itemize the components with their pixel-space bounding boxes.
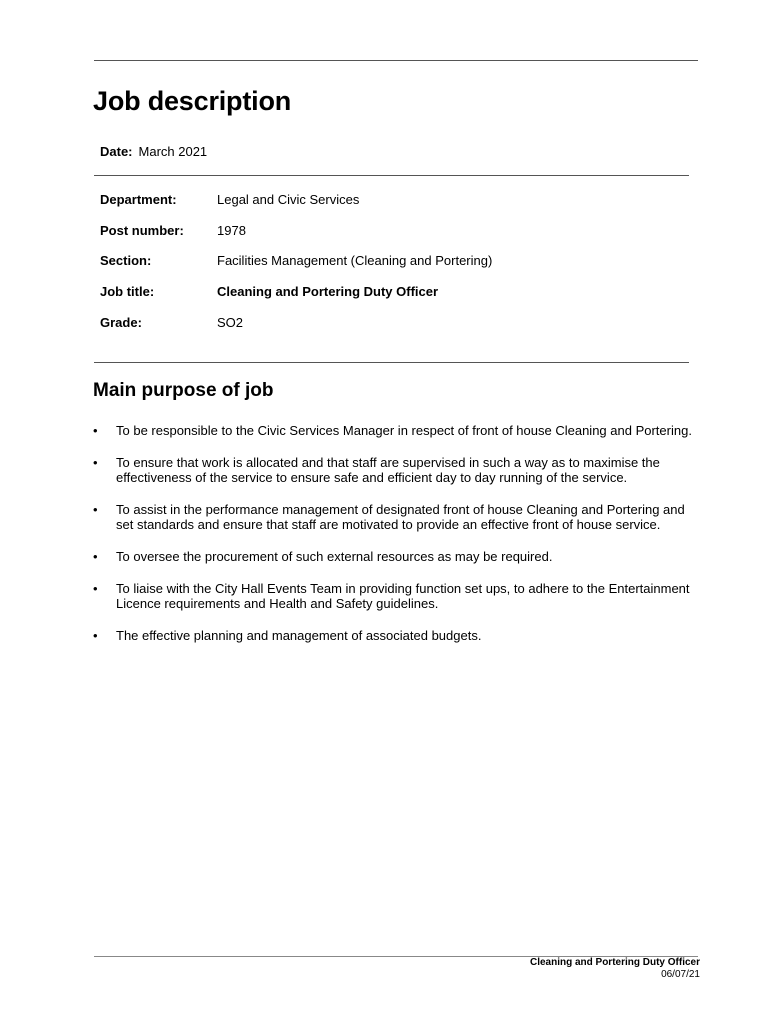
grade-value: SO2 — [217, 315, 244, 330]
date-label: Date: — [100, 144, 133, 159]
footer-date: 06/07/21 — [661, 969, 700, 980]
post-number-label: Post number: — [100, 223, 184, 238]
list-item — [93, 502, 703, 533]
main-purpose-heading: Main purpose of job — [93, 380, 274, 401]
list-item — [93, 455, 703, 486]
date-row — [100, 144, 207, 159]
list-item-text: To ensure that work is allocated and that staff are supervised in such a way as to maximise the effectiveness of the service to ensure safe and efficient day to day running of the service. — [116, 454, 660, 486]
grade-label: Grade: — [100, 315, 142, 330]
bullet-icon: • — [93, 627, 98, 643]
bullet-icon: • — [93, 454, 98, 470]
page-title: Job description — [93, 86, 292, 116]
list-item — [93, 581, 703, 612]
list-item — [93, 423, 703, 439]
bullet-icon: • — [93, 423, 98, 438]
bullet-icon: • — [93, 501, 98, 517]
list-item-text: The effective planning and management of associated budgets. — [116, 627, 482, 643]
date-value: March 2021 — [138, 144, 208, 159]
bullet-icon: • — [93, 548, 98, 564]
page-footer — [530, 957, 700, 981]
section-value: Facilities Management (Cleaning and Portering) — [217, 253, 493, 268]
post-number-value: 1978 — [217, 223, 246, 238]
list-item — [93, 628, 703, 644]
department-label: Department: — [100, 192, 177, 207]
bullet-icon: • — [93, 580, 98, 596]
list-item — [93, 549, 703, 565]
info-bottom-divider — [94, 362, 689, 363]
list-item-text: To assist in the performance management of designated front of house Cleaning and Portering and set standards and ensure that staff are motivated to provide an effective front of house service. — [116, 501, 685, 533]
department-value: Legal and Civic Services — [217, 192, 360, 207]
list-item-text: To be responsible to the Civic Services Manager in respect of front of house Cleaning and Portering. — [116, 423, 692, 438]
list-item-text: To liaise with the City Hall Events Team in providing function set ups, to adhere to the Entertainment Licence requirements and Health and Safety guidelines. — [116, 580, 690, 612]
section-label: Section: — [100, 253, 152, 268]
list-item-text: To oversee the procurement of such external resources as may be required. — [116, 548, 553, 564]
job-title-label: Job title: — [100, 284, 155, 299]
info-top-divider — [94, 175, 689, 176]
top-divider — [94, 60, 698, 61]
job-title-value: Cleaning and Portering Duty Officer — [217, 284, 439, 299]
footer-title: Cleaning and Portering Duty Officer — [529, 957, 700, 968]
main-purpose-list — [93, 423, 703, 659]
